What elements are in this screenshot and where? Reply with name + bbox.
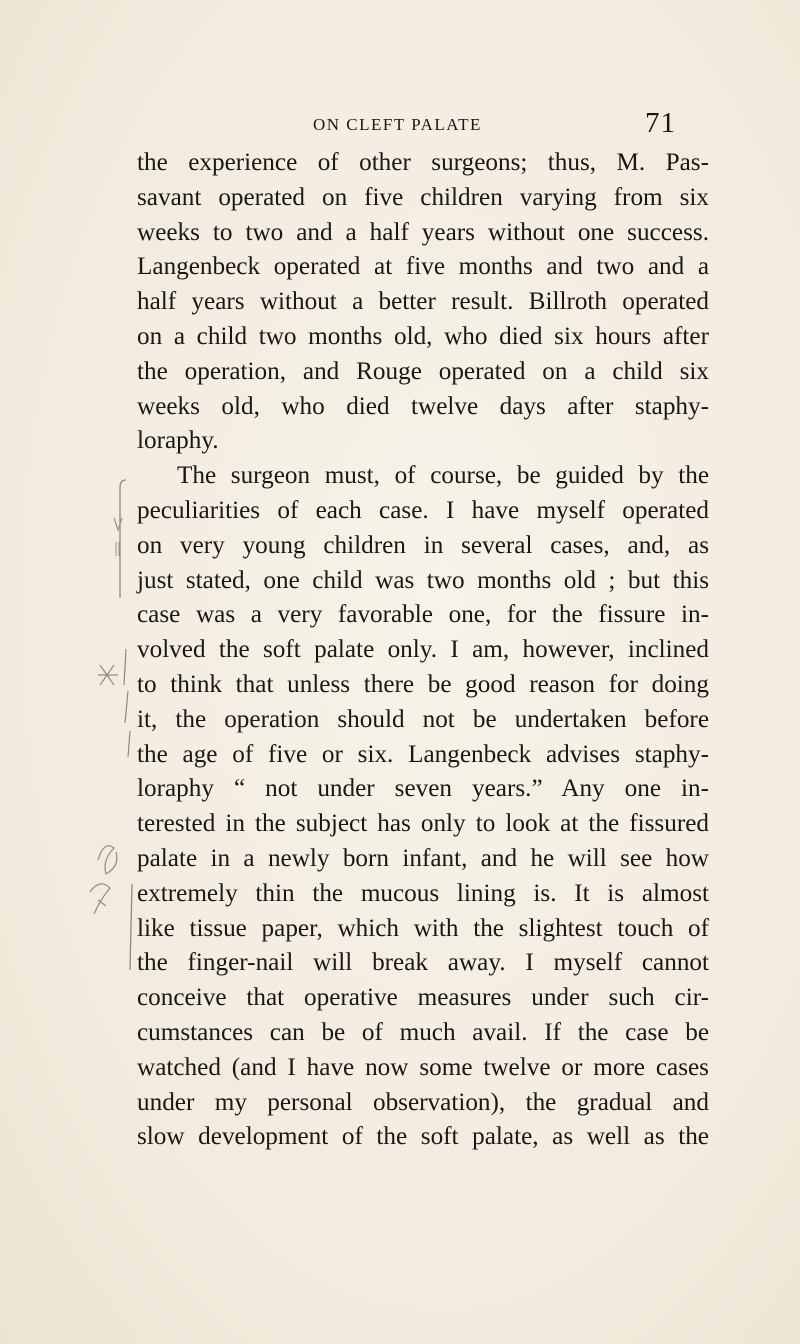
text-line: volved the soft palate only. I am, however, inclined — [137, 636, 709, 664]
body-text — [137, 146, 709, 1155]
text-line: the experience of other surgeons; thus, M. Pas- — [137, 149, 709, 176]
text-line: weeks to two and a half years without one success. — [137, 218, 709, 246]
text-line: loraphy “ not under seven years.” Any one in- — [137, 775, 709, 803]
text-line: savant operated on five children varying from six — [137, 183, 709, 211]
text-line: case was a very favorable one, for the fissure in- — [137, 601, 709, 629]
text-line: on very young children in several cases, and, as — [137, 531, 709, 559]
margin-bracket-mark — [112, 478, 136, 608]
text-line: on a child two months old, who died six hours after — [137, 322, 709, 350]
text-line: like tissue paper, which with the slightest touch of — [137, 914, 709, 942]
text-line: it, the operation should not be undertaken before — [137, 705, 709, 733]
text-line: extremely thin the mucous lining is. It is almost — [137, 879, 709, 907]
text-line: palate in a newly born infant, and he will see how — [137, 844, 709, 872]
text-line: weeks old, who died twelve days after staphy- — [137, 392, 709, 420]
text-line: slow development of the soft palate, as well as the — [137, 1123, 709, 1151]
running-title: ON CLEFT PALATE — [313, 115, 482, 134]
text-line: just stated, one child was two months old ; but this — [137, 566, 709, 594]
page-number: 71 — [645, 107, 676, 139]
text-line: half years without a better result. Billroth operated — [137, 288, 709, 316]
text-line: under my personal observation), the gradual and — [137, 1088, 709, 1116]
text-line: the finger-nail will break away. I myself cannot — [137, 949, 709, 977]
text-line: watched (and I have now some twelve or more cases — [137, 1053, 709, 1081]
paragraph-start-line: The surgeon must, of course, be guided by the — [177, 462, 709, 490]
paragraph-end-line: loraphy. — [137, 427, 219, 455]
margin-cross-mark — [78, 645, 138, 775]
text-line: to think that unless there be good reason for doing — [137, 670, 709, 698]
text-line: Langenbeck operated at five months and two and a — [137, 253, 709, 281]
text-line: peculiarities of each case. I have myself operated — [137, 496, 709, 524]
text-line: terested in the subject has only to look at the fissured — [137, 810, 709, 838]
text-line: the age of five or six. Langenbeck advises staphy- — [137, 740, 709, 768]
text-line: conceive that operative measures under such cir- — [137, 984, 709, 1012]
text-line: the operation, and Rouge operated on a child six — [137, 357, 709, 385]
running-head — [0, 107, 800, 143]
text-line: cumstances can be of much avail. If the case be — [137, 1018, 709, 1046]
margin-scribble-mark — [80, 830, 140, 970]
